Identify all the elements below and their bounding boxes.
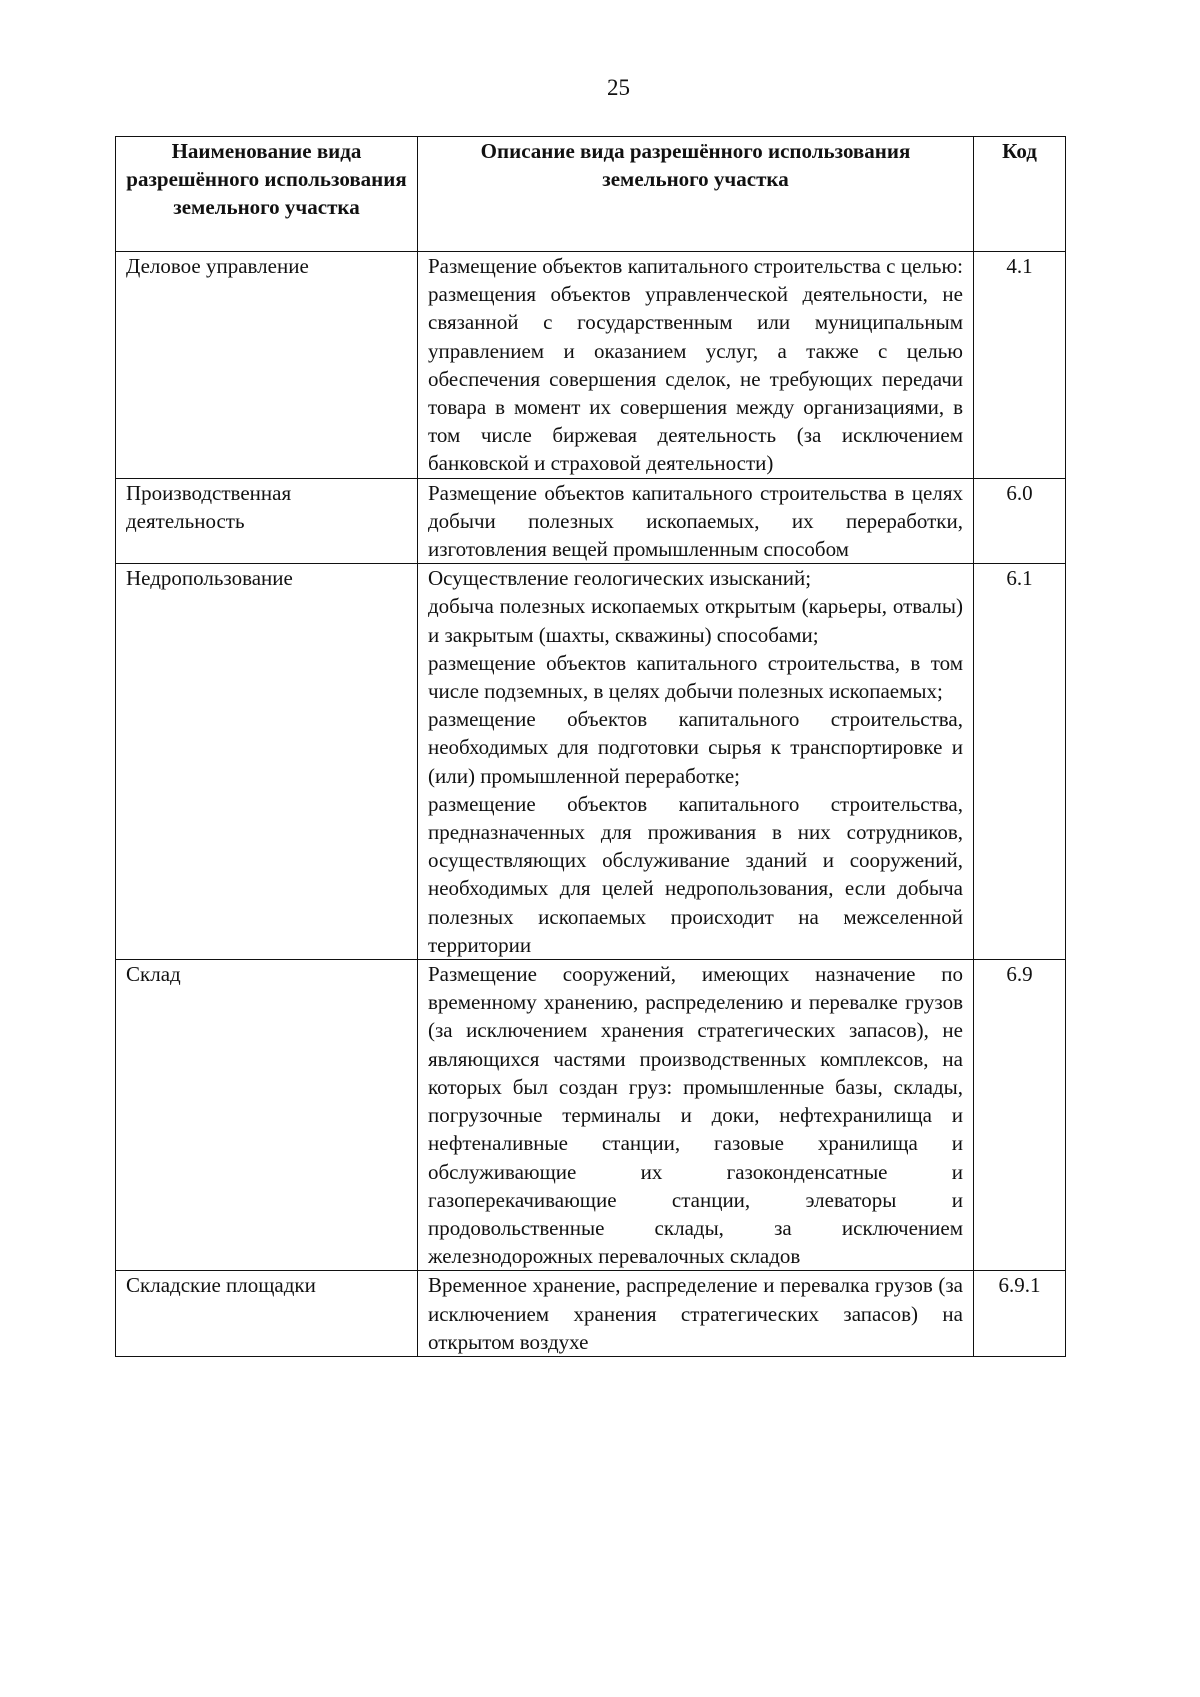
row-name: Складские площадки bbox=[116, 1271, 418, 1357]
row-description bbox=[418, 1271, 974, 1357]
table-row bbox=[116, 564, 1066, 960]
row-code: 4.1 bbox=[974, 252, 1066, 479]
header-name: Наименование вида разрешённого использования земельного участка bbox=[116, 137, 418, 252]
row-code: 6.9.1 bbox=[974, 1271, 1066, 1357]
row-code: 6.9 bbox=[974, 960, 1066, 1271]
row-description bbox=[418, 564, 974, 960]
row-name: Производственная деятельность bbox=[116, 478, 418, 564]
row-description bbox=[418, 252, 974, 479]
row-code: 6.0 bbox=[974, 478, 1066, 564]
table-header-row bbox=[116, 137, 1066, 252]
description-paragraph: размещение объектов капитального строительства, необходимых для подготовки сырья к транспортировке и (или) промышленной переработке; bbox=[428, 707, 963, 788]
row-description bbox=[418, 478, 974, 564]
description-paragraph: размещение объектов капитального строительства, предназначенных для проживания в них сотрудников, осуществляющих обслуживание зданий и сооружений, необходимых для целей недропользования, если добыча полезных ископаемых происходит на межселенной территории bbox=[428, 791, 963, 957]
header-code: Код bbox=[974, 137, 1066, 252]
table-row bbox=[116, 960, 1066, 1271]
table-row bbox=[116, 478, 1066, 564]
page-number: 25 bbox=[607, 75, 630, 100]
header-description: Описание вида разрешённого использования земельного участка bbox=[418, 137, 974, 252]
description-paragraph: размещение объектов капитального строительства, в том числе подземных, в целях добычи полезных ископаемых; bbox=[428, 650, 963, 704]
table-row bbox=[116, 1271, 1066, 1357]
table-row bbox=[116, 252, 1066, 479]
description-paragraph: Временное хранение, распределение и перевалка грузов (за исключением хранения стратегических запасов) на открытом воздухе bbox=[428, 1273, 963, 1354]
description-paragraph: Размещение объектов капитального строительства в целях добычи полезных ископаемых, их переработки, изготовления вещей промышленным способом bbox=[428, 480, 963, 562]
row-code: 6.1 bbox=[974, 564, 1066, 960]
row-name: Деловое управление bbox=[116, 252, 418, 479]
land-use-table bbox=[115, 136, 1066, 1357]
row-description bbox=[418, 960, 974, 1271]
description-paragraph: добыча полезных ископаемых открытым (карьеры, отвалы) и закрытым (шахты, скважины) способами; bbox=[428, 594, 963, 647]
description-paragraph: Размещение сооружений, имеющих назначение по временному хранению, распределению и перевалке грузов (за исключением хранения стратегических запасов), не являющихся частями производственных комплексов, на которых был создан груз: промышленные базы, склады, погрузочные терминалы и доки, нефтехранилища и нефтеналивные станции, газовые хранилища и обслуживающие их газоконденсатные и газоперекачивающие станции, элеваторы и продовольственные склады, за исключением железнодорожных перевалочных складов bbox=[428, 962, 963, 1269]
row-name: Склад bbox=[116, 960, 418, 1271]
description-paragraph: Размещение объектов капитального строительства с целью: размещения объектов управленческой деятельности, не связанной с государственным или муниципальным управлением и оказанием услуг, а также с целью обеспечения совершения сделок, не требующих передачи товара в момент их совершения между организациями, в том числе биржевая деятельность (за исключением банковской и страховой деятельности) bbox=[428, 254, 963, 476]
row-name: Недропользование bbox=[116, 564, 418, 960]
description-paragraph: Осуществление геологических изысканий; bbox=[428, 566, 812, 591]
